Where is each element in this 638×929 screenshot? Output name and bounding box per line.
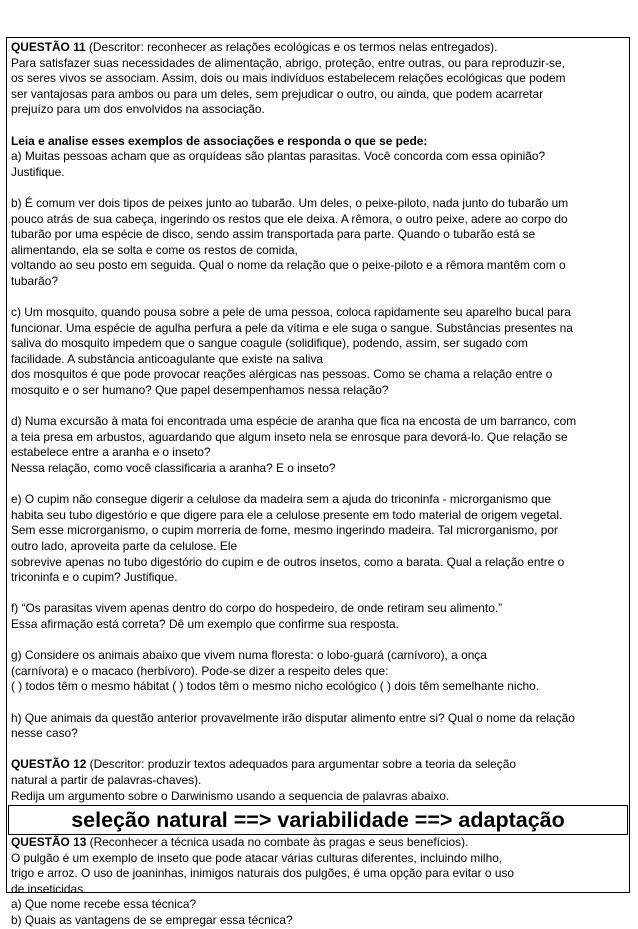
item-g-line: (carnívora) e o macaco (herbívoro). Pode-se dizer a respeito deles que:	[11, 663, 389, 678]
item-b-line: tubarão?	[11, 273, 58, 288]
question-11-title: QUESTÃO 11	[11, 40, 86, 54]
item-d-line: d) Numa excursão à mata foi encontrada uma espécie de aranha que fica na encosta de um barranco, com	[11, 414, 577, 429]
item-f	[11, 601, 625, 632]
question-12	[11, 757, 625, 835]
question-11-header	[11, 40, 625, 56]
item-e-line: Sem esse microrganismo, o cupim morreria de fome, mesmo ingerindo madeira. Tal microrganismo, por	[11, 523, 558, 538]
question-11	[11, 40, 625, 742]
item-a	[11, 149, 625, 180]
question-13-title: QUESTÃO 13	[11, 835, 87, 850]
item-d-line: Nessa relação, como você classificaria a aranha? E o inseto?	[11, 461, 336, 476]
item-c-line: c) Um mosquito, quando pousa sobre a pele de uma pessoa, coloca rapidamente seu aparelho bucal para	[11, 305, 571, 320]
question-13-body-line: trigo e arroz. O uso de joaninhas, inimigos naturais dos pulgões, é uma opção para evitar o uso	[11, 866, 515, 881]
item-g-options: ( ) todos têm o mesmo hábitat ( ) todos têm o mesmo nicho ecológico ( ) dois têm semelhante nicho.	[11, 679, 540, 694]
item-b-line: tubarão por uma espécie de disco, sendo assim transportada para parte. Quando o tubarão está se	[11, 227, 536, 242]
item-e-line: outro lado, aproveita parte da celulose. Ele	[11, 539, 238, 553]
item-d	[11, 414, 625, 476]
question-13-body-line: de inseticidas.	[11, 881, 87, 896]
item-c-line: facilidade. A substância anticoagulante que existe na saliva	[11, 351, 324, 366]
item-e-line: habita seu tubo digestório e que digere para ele a celulose presente em todo material de origem vegetal.	[11, 507, 563, 522]
item-e-line: triconinfa e o cupim? Justifique.	[11, 570, 178, 585]
item-d-line: estabelece entre a aranha e o inseto?	[11, 445, 211, 460]
worksheet	[6, 37, 630, 928]
item-a-line: Justifique.	[11, 164, 65, 179]
item-c-line: funcionar. Uma espécie de agulha perfura a pele da vítima e ele suga o sangue. Substâncias presentes na	[11, 320, 573, 335]
question-12-descriptor-cont: natural a partir de palavras-chaves).	[11, 772, 202, 787]
intro-line: os seres vivos se associam. Assim, dois ou mais indivíduos estabelecem relações ecológicas que podem	[11, 71, 566, 86]
question-13-descriptor: (Reconhecer a técnica usada no combate às pragas e seus benefícios).	[86, 835, 469, 850]
item-g-line: g) Considere os animais abaixo que vivem numa floresta: o lobo-guará (carnívoro), a onça	[11, 648, 487, 663]
question-13-item-a: a) Que nome recebe essa técnica?	[11, 897, 197, 912]
item-b	[11, 196, 625, 290]
question-13-item-b: b) Quais as vantagens de se empregar essa técnica?	[11, 913, 293, 928]
item-b-line: pouco atrás de sua cabeça, ingerindo os restos que ele deixa. A rêmora, o outro peixe, adere ao corpo do	[11, 211, 568, 226]
item-h	[11, 711, 625, 742]
question-12-title: QUESTÃO 12	[11, 757, 87, 772]
intro-line: ser vantajosas para ambos ou para um deles, sem prejudicar o outro, ou ainda, que podem acarretar	[11, 86, 544, 101]
item-b-line: voltando ao seu posto em seguida. Qual o nome da relação que o peixe-piloto e a rêmora mantêm com o	[11, 258, 566, 273]
item-b-line: b) É comum ver dois tipos de peixes junto ao tubarão. Um deles, o peixe-piloto, nada junto do tubarão um	[11, 195, 569, 210]
question-11-instruction: Leia e analise esses exemplos de associações e responda o que se pede:	[11, 133, 428, 148]
item-f-line: f) “Os parasitas vivem apenas dentro do corpo do hospedeiro, de onde retiram seu alimento.”	[11, 601, 503, 616]
item-b-line: alimentando, ela se solta e come os restos de comida,	[11, 242, 298, 257]
item-c-line: mosquito e o ser humano? Que papel desempenhamos nessa relação?	[11, 383, 389, 398]
item-c	[11, 305, 625, 399]
question-12-header	[11, 757, 625, 773]
item-e-line: e) O cupim não consegue digerir a celulose da madeira sem a ajuda do triconinfa - microrganismo que	[11, 492, 551, 507]
item-d-line: a teia presa em arbustos, aguardando que algum inseto nela se enrosque para devorá-lo. Que relação se	[11, 429, 568, 444]
question-12-instruction: Redija um argumento sobre o Darwinismo usando a sequencia de palavras abaixo.	[11, 788, 450, 803]
keywords-box: seleção natural ==> variabilidade ==> adaptação	[8, 805, 628, 835]
item-h-line: h) Que animais da questão anterior provavelmente irão disputar alimento entre si? Qual o nome da relação	[11, 710, 575, 725]
item-h-line: nesse caso?	[11, 726, 78, 741]
question-13-header	[11, 835, 625, 851]
item-f-line: Essa afirmação está correta? Dê um exemplo que confirme sua resposta.	[11, 616, 399, 631]
intro-line: Para satisfazer suas necessidades de alimentação, abrigo, proteção, entre outras, ou para reproduzir-se,	[11, 55, 565, 70]
question-13	[11, 835, 625, 929]
item-a-line: a) Muitas pessoas acham que as orquídeas são plantas parasitas. Você concorda com essa opinião?	[11, 149, 546, 164]
item-e	[11, 492, 625, 586]
item-c-line: dos mosquitos é que pode provocar reações alérgicas nas pessoas. Como se chama a relação entre o	[11, 367, 553, 382]
item-g	[11, 648, 625, 695]
question-12-descriptor: (Descritor: produzir textos adequados para argumentar sobre a teoria da seleção	[86, 757, 516, 772]
question-13-body-line: O pulgão é um exemplo de inseto que pode atacar várias culturas diferentes, incluindo milho,	[11, 850, 503, 865]
item-c-line: saliva do mosquito impedem que o sangue coagule (solidifique), podendo, assim, ser sugado com	[11, 336, 528, 351]
question-11-descriptor: (Descritor: reconhecer as relações ecológicas e os termos nelas entregados).	[85, 40, 498, 54]
intro-line: prejuízo para um dos envolvidos na associação.	[11, 102, 265, 117]
item-e-line: sobrevive apenas no tubo digestório do cupim e de outros insetos, como a barata. Qual a relação entre o	[11, 554, 565, 569]
